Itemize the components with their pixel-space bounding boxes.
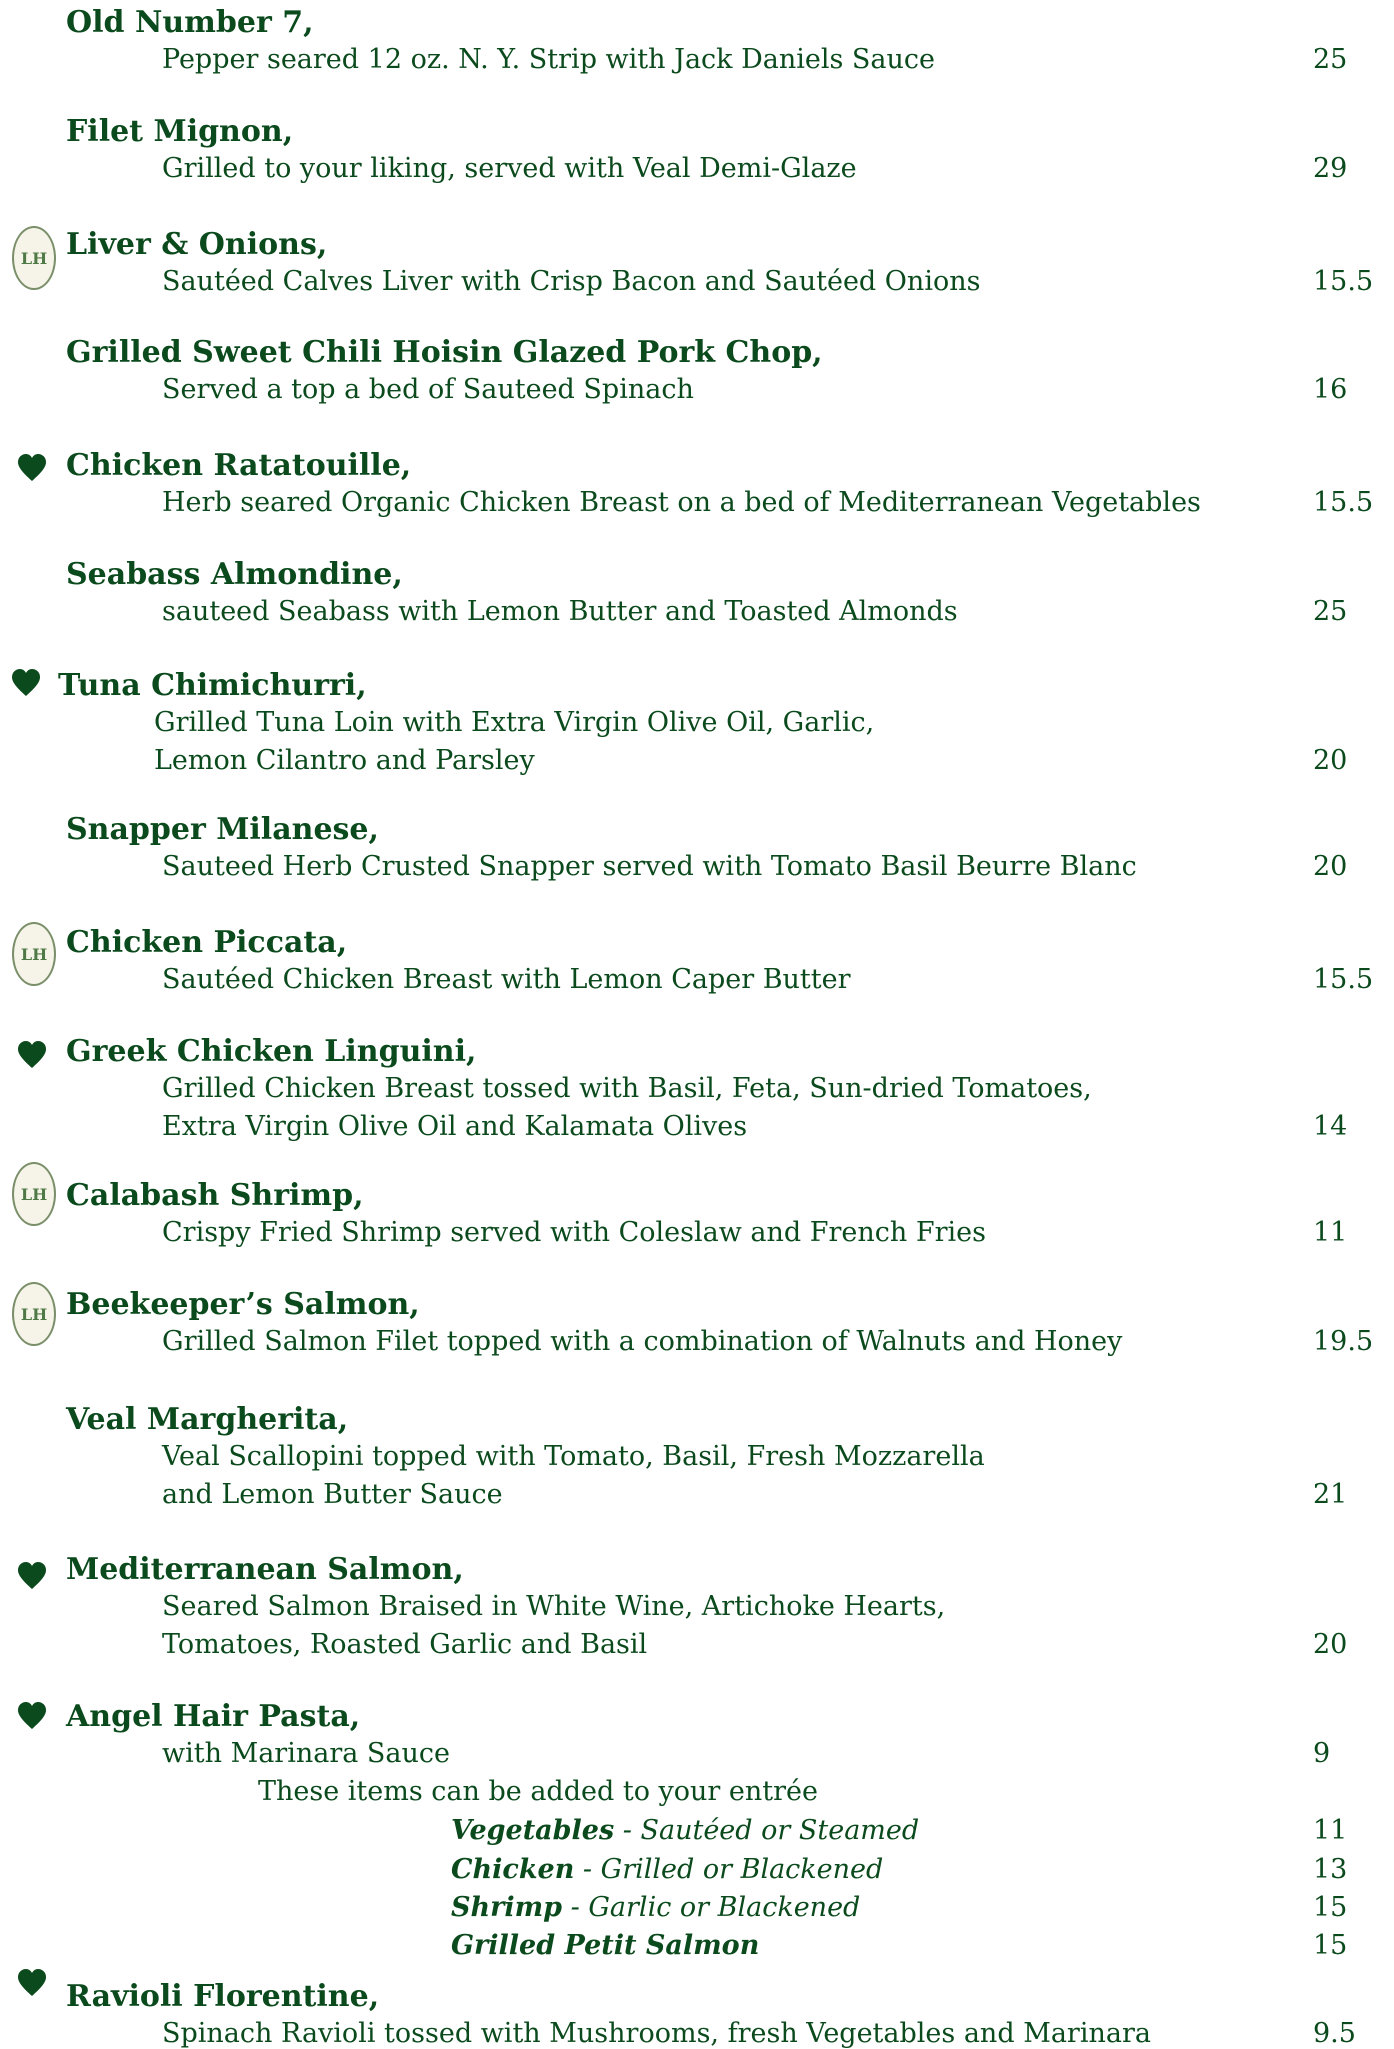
menu-item-description: Crispy Fried Shrimp served with Coleslaw and French Fries: [162, 1217, 986, 1248]
menu-item-price: 20: [1313, 851, 1348, 882]
menu-item-price: 9.5: [1313, 2018, 1356, 2049]
menu-item-title: Snapper Milanese,: [66, 812, 379, 847]
menu-item-price: 20: [1313, 745, 1348, 776]
lh-logo-icon: LH: [12, 226, 56, 290]
menu-item-title: Old Number 7,: [66, 5, 314, 40]
menu-item-description: Grilled to your liking, served with Veal Demi-Glaze: [162, 153, 857, 184]
menu-item-description: Served a top a bed of Sauteed Spinach: [162, 374, 694, 405]
addon-label: Chicken: [451, 1854, 575, 1885]
menu-item-description: Sauteed Herb Crusted Snapper served with Tomato Basil Beurre Blanc: [162, 851, 1137, 882]
menu-item-title: Greek Chicken Linguini,: [66, 1034, 477, 1069]
menu-item-title: Chicken Piccata,: [66, 925, 348, 960]
heart-icon: [16, 1700, 48, 1732]
menu-item-price: 9: [1313, 1738, 1331, 1769]
menu-item-description: Pepper seared 12 oz. N. Y. Strip with Jack Daniels Sauce: [162, 44, 936, 75]
addon-option: [451, 1932, 759, 1959]
menu-item-description: Grilled Chicken Breast tossed with Basil, Feta, Sun-dried Tomatoes,: [162, 1073, 1092, 1104]
menu-item-price: 16: [1313, 374, 1348, 405]
menu-item-price: 19.5: [1313, 1326, 1374, 1357]
heart-icon: [16, 1039, 48, 1071]
lh-logo-icon: LH: [12, 922, 56, 986]
menu-item-title: Liver & Onions,: [66, 227, 328, 262]
menu-item-title: Chicken Ratatouille,: [66, 448, 412, 483]
menu-item-price: 21: [1313, 1479, 1348, 1510]
menu-item-description: Sautéed Chicken Breast with Lemon Caper Butter: [162, 964, 851, 995]
addon-separator: -: [562, 1892, 589, 1923]
menu-item-price: 15.5: [1313, 964, 1374, 995]
menu-item-description: Grilled Salmon Filet topped with a combination of Walnuts and Honey: [162, 1326, 1123, 1357]
addon-label: Vegetables: [451, 1815, 615, 1846]
menu-item-price: 20: [1313, 1629, 1348, 1660]
menu-item-price: 15.5: [1313, 487, 1374, 518]
menu-item-price: 14: [1313, 1111, 1348, 1142]
addon-price: 15: [1313, 1892, 1348, 1923]
menu-item-title: Calabash Shrimp,: [66, 1178, 364, 1213]
addon-detail: Sautéed or Steamed: [640, 1815, 920, 1846]
heart-icon: [16, 1967, 48, 1999]
lh-logo-icon: LH: [12, 1162, 56, 1226]
addon-label: Shrimp: [451, 1892, 563, 1923]
menu-item-title: Seabass Almondine,: [66, 557, 403, 592]
menu-item-price: 25: [1313, 44, 1348, 75]
menu-item-description: Veal Scallopini topped with Tomato, Basil, Fresh Mozzarella: [162, 1441, 985, 1472]
menu-item-description: Spinach Ravioli tossed with Mushrooms, fresh Vegetables and Marinara: [162, 2018, 1151, 2049]
menu-item-price: 29: [1313, 153, 1348, 184]
menu-item-description: sauteed Seabass with Lemon Butter and Toasted Almonds: [162, 596, 958, 627]
heart-icon: [16, 1560, 48, 1592]
menu-item-title: Tuna Chimichurri,: [58, 668, 367, 703]
menu-item-description: Seared Salmon Braised in White Wine, Artichoke Hearts,: [162, 1591, 946, 1622]
addon-option: [451, 1817, 919, 1844]
menu-item-title: Filet Mignon,: [66, 114, 294, 149]
menu-item-price: 25: [1313, 596, 1348, 627]
addon-price: 11: [1313, 1815, 1348, 1846]
menu-item-description: Extra Virgin Olive Oil and Kalamata Olives: [162, 1111, 748, 1142]
addons-intro: These items can be added to your entrée: [258, 1776, 818, 1807]
heart-icon: [16, 452, 48, 484]
addon-price: 13: [1313, 1854, 1348, 1885]
menu-item-description: Tomatoes, Roasted Garlic and Basil: [162, 1629, 648, 1660]
menu-item-title: Veal Margherita,: [66, 1402, 349, 1437]
menu-item-title: Beekeeper’s Salmon,: [66, 1287, 420, 1322]
addon-separator: -: [614, 1815, 641, 1846]
menu-item-price: 15.5: [1313, 266, 1374, 297]
menu-item-description: Grilled Tuna Loin with Extra Virgin Olive Oil, Garlic,: [154, 707, 875, 738]
menu-item-description: and Lemon Butter Sauce: [162, 1479, 503, 1510]
menu-item-description: Herb seared Organic Chicken Breast on a bed of Mediterranean Vegetables: [162, 487, 1201, 518]
menu-item-description: Sautéed Calves Liver with Crisp Bacon and Sautéed Onions: [162, 266, 981, 297]
lh-logo-icon: LH: [12, 1282, 56, 1346]
addon-separator: -: [574, 1854, 601, 1885]
addon-detail: Grilled or Blackened: [600, 1854, 884, 1885]
addon-detail: Garlic or Blackened: [588, 1892, 861, 1923]
menu-item-title: Grilled Sweet Chili Hoisin Glazed Pork Chop,: [66, 335, 823, 370]
menu-item-title: Angel Hair Pasta,: [66, 1699, 361, 1734]
menu-item-title: Mediterranean Salmon,: [66, 1552, 464, 1587]
addon-label: Grilled Petit Salmon: [451, 1930, 760, 1961]
menu-item-price: 11: [1313, 1217, 1348, 1248]
addon-option: [451, 1856, 883, 1883]
heart-icon: [10, 667, 42, 699]
addon-price: 15: [1313, 1930, 1348, 1961]
addon-option: [451, 1894, 860, 1921]
menu-item-description: Lemon Cilantro and Parsley: [154, 745, 535, 776]
menu-item-description: with Marinara Sauce: [162, 1738, 451, 1769]
menu-item-title: Ravioli Florentine,: [66, 1979, 380, 2014]
